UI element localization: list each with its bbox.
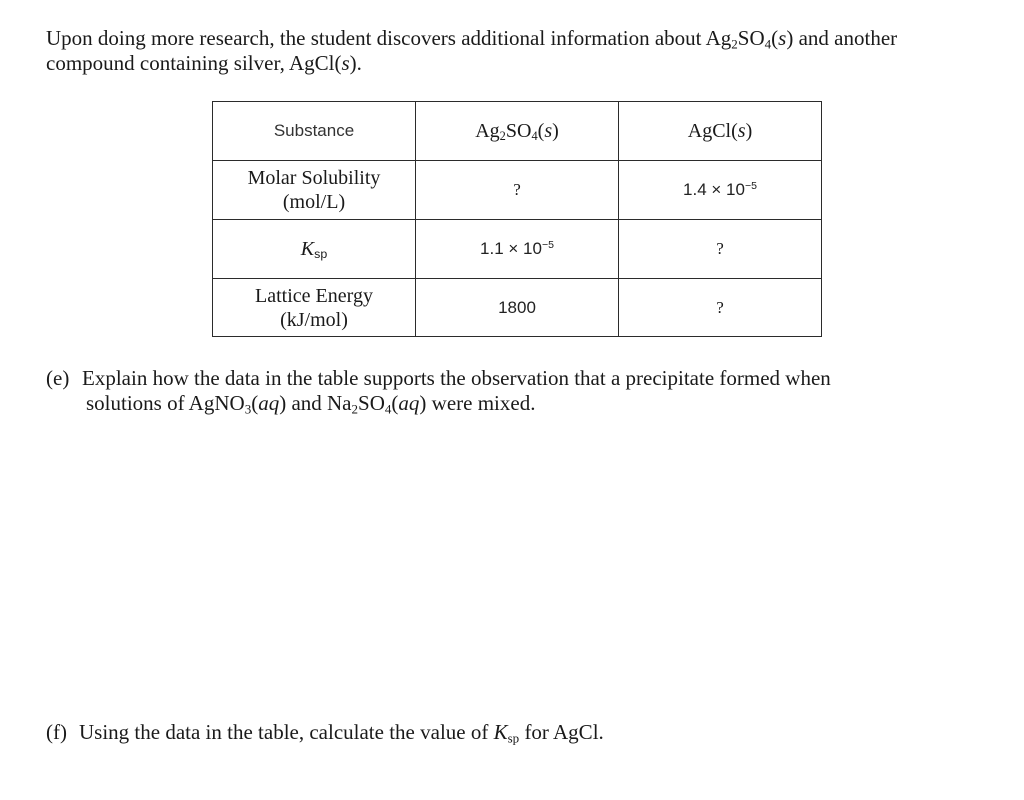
table-row-solubility bbox=[213, 161, 822, 220]
question-e-line-1 bbox=[46, 366, 946, 391]
question-text: Explain how the data in the table supports the observation that a precipitate formed when bbox=[82, 366, 831, 390]
question-e-line-2: solutions of AgNO$_3$(aq) and $Na_2SO_4(aq)$ were mixed. bbox=[86, 391, 536, 417]
intro-text: Upon doing more research, the student discovers additional information about Ag bbox=[46, 26, 732, 50]
question-label: (e) bbox=[46, 366, 70, 390]
ksp-symbol: K bbox=[493, 720, 508, 744]
ag2so4-lattice: 1800 bbox=[416, 279, 619, 337]
intro-text: ) and another bbox=[786, 26, 898, 50]
agcl-ksp: ? bbox=[619, 220, 822, 279]
intro-text: compound containing silver, AgCl( bbox=[46, 51, 342, 75]
header-agcl: AgCl(s) bbox=[619, 102, 822, 161]
agcl-lattice: ? bbox=[619, 279, 822, 337]
subscript: sp bbox=[507, 730, 520, 746]
label-lattice-energy: Lattice Energy (kJ/mol) bbox=[213, 279, 416, 337]
question-text: Using the data in the table, calculate the value of bbox=[79, 720, 494, 744]
intro-paragraph bbox=[46, 26, 986, 76]
header-ag2so4: $Ag_2SO_4(s)$ bbox=[416, 102, 619, 161]
question-f bbox=[46, 720, 946, 745]
intro-text: SO bbox=[737, 26, 765, 50]
intro-line-2 bbox=[46, 51, 986, 76]
table-row-lattice bbox=[213, 279, 822, 337]
intro-text: ( bbox=[771, 26, 779, 50]
label-molar-solubility: Molar Solubility (mol/L) bbox=[213, 161, 416, 220]
intro-line-1 bbox=[46, 26, 986, 51]
ag2so4-ksp: $1.1 \times 10^{-5}$ bbox=[416, 220, 619, 279]
question-text: for AgCl. bbox=[519, 720, 604, 744]
intro-text: ). bbox=[349, 51, 362, 75]
label-ksp: $K_{sp}$ bbox=[213, 220, 416, 279]
agcl-solubility: $1.4 \times 10^{-5}$ bbox=[619, 161, 822, 220]
question-e bbox=[46, 366, 946, 416]
subscript: 2 bbox=[731, 36, 738, 52]
question-label: (f) bbox=[46, 720, 67, 744]
subscript: 4 bbox=[764, 36, 772, 52]
table-header-row bbox=[213, 102, 822, 161]
header-substance: Substance bbox=[213, 102, 416, 161]
data-table bbox=[212, 101, 822, 337]
ag2so4-solubility: ? bbox=[416, 161, 619, 220]
state-symbol: s bbox=[341, 51, 350, 75]
state-symbol: s bbox=[778, 26, 787, 50]
table-row-ksp bbox=[213, 220, 822, 279]
